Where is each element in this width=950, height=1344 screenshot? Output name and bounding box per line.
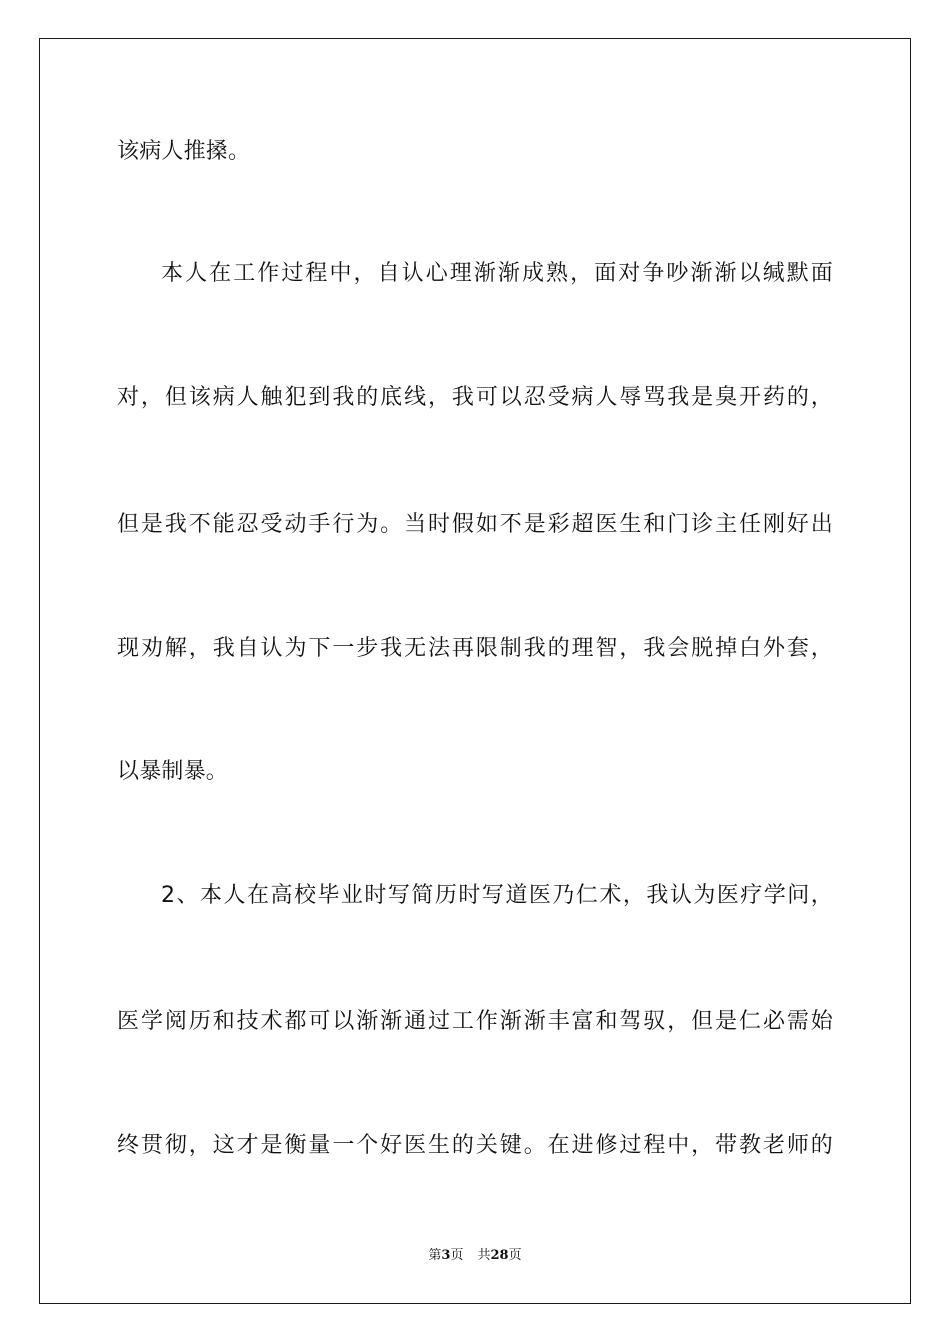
footer-total-prefix: 共 xyxy=(477,1248,491,1263)
page-footer xyxy=(0,1247,950,1265)
text-line-3: 对，但该病人触犯到我的底线，我可以忍受病人辱骂我是臭开药的， xyxy=(117,385,833,410)
text-line-9: 终贯彻，这才是衡量一个好医生的关键。在进修过程中，带教老师的 xyxy=(117,1133,833,1158)
footer-total-pages: 28 xyxy=(490,1248,509,1263)
text-line-5: 现劝解，我自认为下一步我无法再限制我的理智，我会脱掉白外套， xyxy=(117,636,833,661)
footer-page-prefix: 第 xyxy=(428,1248,442,1263)
text-line-7: 2、本人在高校毕业时写简历时写道医乃仁术，我认为医疗学问， xyxy=(161,883,833,908)
text-line-2: 本人在工作过程中，自认心理渐渐成熟，面对争吵渐渐以缄默面 xyxy=(161,261,833,286)
footer-total-suffix: 页 xyxy=(508,1248,522,1263)
footer-page-suffix: 页 xyxy=(450,1248,464,1263)
footer-page-number: 3 xyxy=(441,1248,451,1263)
page-border xyxy=(39,38,911,1304)
text-line-6: 以暴制暴。 xyxy=(117,759,229,784)
text-line-8: 医学阅历和技术都可以渐渐通过工作渐渐丰富和驾驭，但是仁必需始 xyxy=(117,1009,833,1034)
text-line-4: 但是我不能忍受动手行为。当时假如不是彩超医生和门诊主任刚好出 xyxy=(117,512,833,537)
text-line-1: 该病人推搡。 xyxy=(117,139,251,164)
